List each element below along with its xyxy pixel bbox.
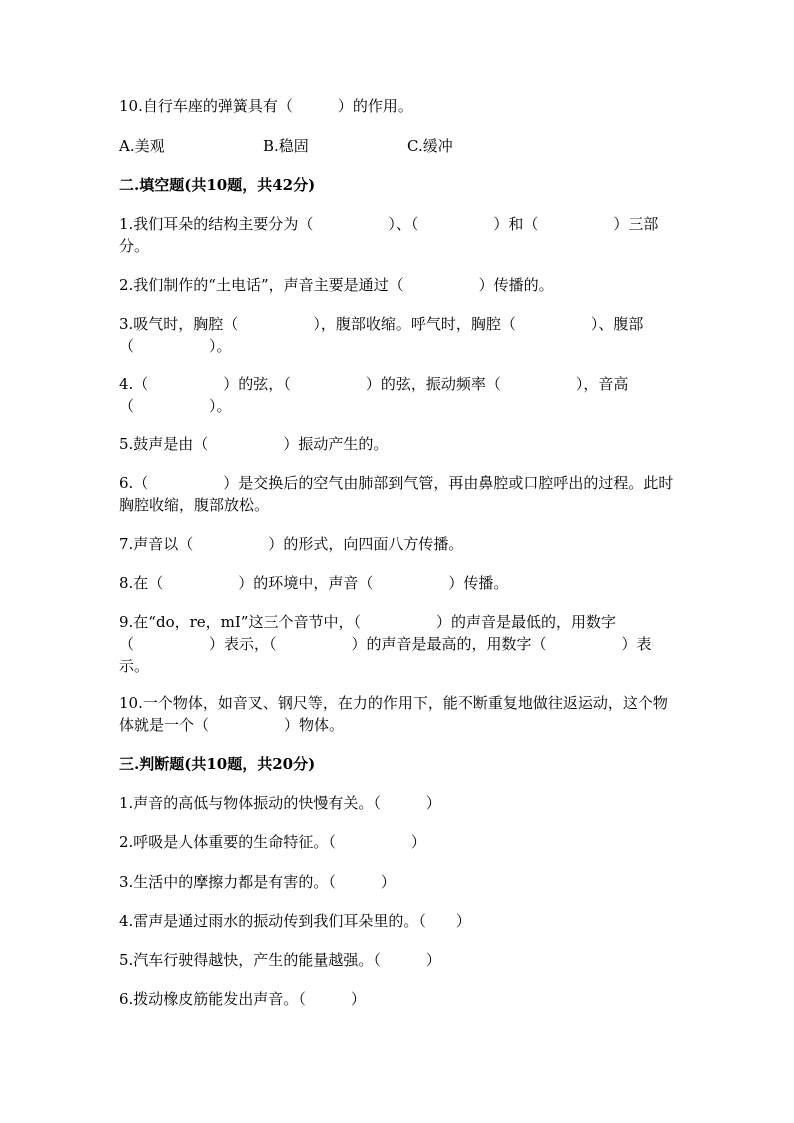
fill-blank-4: 4.（ ）的弦，（ ）的弦，振动频率（ ），音高（ ）。 — [119, 375, 629, 415]
option-b: B.稳固 — [263, 137, 309, 155]
fill-blank-8: 8.在（ ）的环境中，声音（ ）传播。 — [119, 574, 509, 592]
judgment-3: 3.生活中的摩擦力都是有害的。（ ） — [119, 873, 396, 891]
fill-blank-1: 1.我们耳朵的结构主要分为（ ）、（ ）和（ ）三部分。 — [119, 215, 659, 255]
section-2-title: 二.填空题(共10题，共42分) — [119, 176, 316, 194]
judgment-1: 1.声音的高低与物体振动的快慢有关。（ ） — [119, 794, 441, 812]
fill-blank-9: 9.在“do，re，mI”这三个音节中，（ ）的声音是最低的，用数字（ ）表示，（ ）的声音是最高的，用数字（ ）表示。 — [119, 613, 652, 675]
section-3-title: 三.判断题(共10题，共20分) — [119, 755, 316, 773]
judgment-2: 2.呼吸是人体重要的生命特征。（ ） — [119, 833, 426, 851]
option-a: A.美观 — [119, 137, 165, 155]
fill-blank-7: 7.声音以（ ）的形式，向四面八方传播。 — [119, 535, 464, 553]
option-c: C.缓冲 — [407, 137, 453, 155]
judgment-4: 4.雷声是通过雨水的振动传到我们耳朵里的。（ ） — [119, 912, 471, 930]
fill-blank-10: 10.一个物体，如音叉、钢尺等，在力的作用下，能不断重复地做往返运动，这个物体就是一个（ ）物体。 — [119, 694, 668, 734]
fill-blank-2: 2.我们制作的“土电话”，声音主要是通过（ ）传播的。 — [119, 276, 554, 294]
fill-blank-5: 5.鼓声是由（ ）振动产生的。 — [119, 435, 389, 453]
fill-blank-6: 6.（ ）是交换后的空气由肺部到气管，再由鼻腔或口腔呼出的过程。此时胸腔收缩，腹部放松。 — [119, 474, 674, 514]
judgment-5: 5.汽车行驶得越快，产生的能量越强。（ ） — [119, 951, 441, 969]
fill-blank-3: 3.吸气时，胸腔（ ），腹部收缩。呼气时，胸腔（ ）、腹部（ ）。 — [119, 315, 644, 355]
question-10-multiple-choice: 10.自行车座的弹簧具有（ ）的作用。 — [119, 97, 413, 115]
options-row — [119, 135, 675, 157]
judgment-6: 6.拨动橡皮筋能发出声音。（ ） — [119, 990, 366, 1008]
